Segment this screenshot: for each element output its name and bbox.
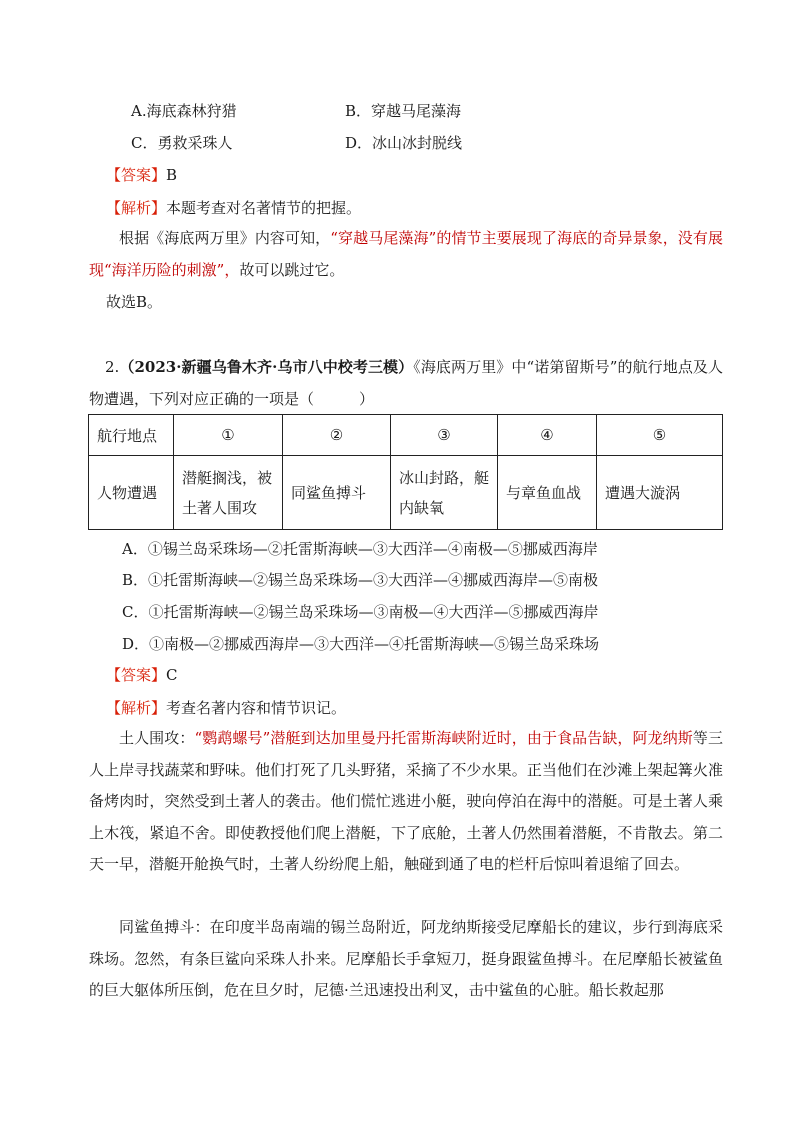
table-row-label: 人物遭遇 [89,456,174,530]
q2-option-a: A．①锡兰岛采珠场—②托雷斯海峡—③大西洋—④南极—⑤挪威西海岸 [122,540,598,558]
q1-option-d: D．冰山冰封脱线 [345,134,463,152]
q2-answer-line [106,664,178,685]
table-cell: 与章鱼血战 [498,456,597,530]
q1-option-a: A.海底森林狩猎 [131,102,237,120]
table-row [89,415,723,456]
analysis-bracket: 【解析】 [106,199,167,217]
q1-explanation-paragraph [89,223,723,286]
table-header-num: ⑤ [597,415,723,456]
q1-option-c: C．勇救采珠人 [131,134,233,152]
table-row [89,456,723,530]
paragraph-highlight: “鹦鹉螺号”潜艇到达加里曼丹托雷斯海峡附近时，由于食品告缺，阿龙纳斯 [194,729,693,747]
table-header-num: ③ [391,415,498,456]
explanation-text-end: 故可以跳过它。 [239,260,345,279]
table-header-num: ④ [498,415,597,456]
table-cell: 冰山封路，艇内缺氧 [391,456,498,530]
question-text: 《海底两万里》中“诺第留斯号”的航行地点及人物遭遇，下列对应正确的一项是（ ） [89,358,724,408]
q1-answer-line [106,164,177,185]
answer-value: C [166,666,178,684]
q2-stem [89,352,723,415]
q2-option-b: B．①托雷斯海峡—②锡兰岛采珠场—③大西洋—④挪威西海岸—⑤南极 [122,571,599,589]
explanation-highlight: “穿越马尾藻海”的情节主要展现了海底的奇异景象，没有展现“海洋历险的刺激”， [89,229,723,279]
q2-paragraph-shark: 同鲨鱼搏斗：在印度半岛南端的锡兰岛附近，阿龙纳斯接受尼摩船长的建议，步行到海底采珠场。忽然，有条巨鲨向采珠人扑来。尼摩船长手拿短刀，挺身跟鲨鱼搏斗。在尼摩船长被鲨鱼的巨大躯体所压倒，危在旦夕时，尼德·兰迅速投出利叉，击中鲨鱼的心脏。船长救起那 [89,918,723,999]
question-number: 2. [105,358,120,376]
q1-option-b: B．穿越马尾藻海 [345,102,462,120]
explanation-text: 根据《海底两万里》内容可知， [119,229,331,247]
answer-bracket: 【答案】 [106,666,167,684]
answer-bracket: 【答案】 [106,166,167,184]
analysis-text: 考查名著内容和情节识记。 [166,699,347,717]
table-cell: 遭遇大漩涡 [597,456,723,530]
paragraph-text: 等三人上岸寻找蔬菜和野味。他们打死了几头野猪，采摘了不少水果。正当他们在沙滩上架起篝火准备烤肉时，突然受到土著人的袭击。他们慌忙逃进小艇，驶向停泊在海中的潜艇。可是土著人乘上木筏，紧追不舍。即使教授他们爬上潜艇，下了底舱，土著人仍然围着潜艇，不肯散去。第二天一早，潜艇开舱换气时，土著人纷纷爬上船，触碰到通了电的栏杆后惊叫着退缩了回去。 [89,729,723,873]
q1-analysis-line [106,197,361,218]
table-header-label: 航行地点 [89,415,174,456]
q2-option-c: C．①托雷斯海峡—②锡兰岛采珠场—③南极—④大西洋—⑤挪威西海岸 [122,603,599,621]
analysis-text: 本题考查对名著情节的把握。 [166,199,362,217]
paragraph-label: 土人围攻： [119,729,195,747]
q1-conclusion: 故选B。 [106,293,163,311]
q2-analysis-line [106,697,346,718]
table-header-num: ② [283,415,391,456]
route-table [88,414,723,530]
q2-paragraph-natives [89,723,723,881]
question-source: （2023·新疆乌鲁木齐·乌市八中校考三模） [119,358,414,376]
table-cell: 同鲨鱼搏斗 [283,456,391,530]
table-header-num: ① [174,415,283,456]
table-cell: 潜艇搁浅，被土著人围攻 [174,456,283,530]
q2-option-d: D．①南极—②挪威西海岸—③大西洋—④托雷斯海峡—⑤锡兰岛采珠场 [122,635,600,653]
analysis-bracket: 【解析】 [106,699,167,717]
answer-value: B [166,166,178,184]
